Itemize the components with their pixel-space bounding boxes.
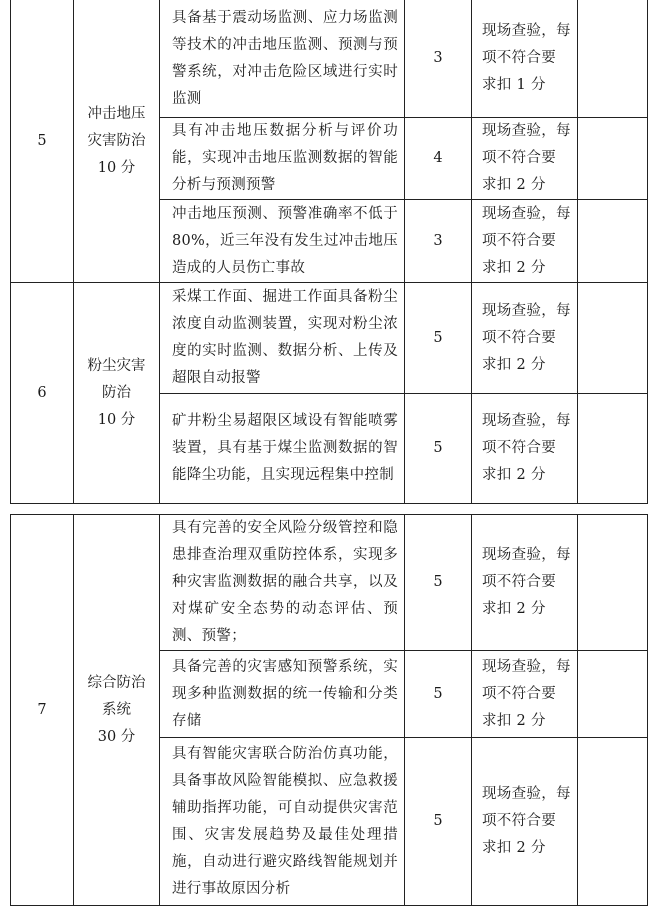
- assessment-method: [472, 515, 578, 651]
- method-line: 求扣 2 分: [482, 601, 546, 617]
- table-row: [11, 283, 648, 394]
- blank-cell: [578, 200, 648, 283]
- method-line: 项不符合要: [482, 150, 556, 166]
- item-number: 5: [11, 0, 74, 283]
- requirement-text: 具有完善的安全风险分级管控和隐患排查治理双重防控体系，实现多种灾害监测数据的融合共享，以及对煤矿安全态势的动态评估、预测、预警；: [160, 515, 405, 651]
- assessment-method: [472, 738, 578, 906]
- item-name-cell: [74, 515, 160, 906]
- assessment-method: [472, 200, 578, 283]
- item-number: 7: [11, 515, 74, 906]
- scoring-table-part-2: [10, 514, 648, 906]
- item-points: 30 分: [97, 728, 136, 745]
- blank-cell: [578, 738, 648, 906]
- requirement-text: 具有智能灾害联合防治仿真功能，具备事故风险智能模拟、应急救援辅助指挥功能，可自动提供灾害范围、灾害发展趋势及最佳处理措施，自动进行避灾路线智能规划并进行事故原因分析: [160, 738, 405, 906]
- method-line: 求扣 2 分: [482, 712, 546, 729]
- blank-cell: [578, 394, 648, 504]
- item-name-line: 冲击地压: [87, 105, 146, 122]
- method-line: 项不符合要: [482, 329, 556, 346]
- requirement-text: 具备完善的灾害感知预警系统，实现多种监测数据的统一传输和分类存储: [160, 651, 405, 738]
- method-line: 项不符合要: [482, 440, 556, 456]
- score-value: 5: [405, 283, 472, 394]
- blank-cell: [578, 651, 648, 738]
- method-line: 项不符合要: [482, 232, 556, 249]
- method-line: 求扣 2 分: [482, 177, 546, 193]
- method-line: 现场查验，每: [482, 658, 571, 675]
- method-line: 项不符合要: [482, 574, 556, 590]
- score-value: 5: [405, 515, 472, 651]
- assessment-method: [472, 651, 578, 738]
- item-name-line: 粉尘灾害: [87, 357, 146, 374]
- method-line: 项不符合要: [482, 50, 556, 66]
- score-value: 4: [405, 118, 472, 200]
- assessment-method: [472, 0, 578, 118]
- method-line: 求扣 2 分: [482, 467, 546, 483]
- blank-cell: [578, 0, 648, 118]
- blank-cell: [578, 515, 648, 651]
- method-line: 项不符合要: [482, 685, 556, 702]
- method-line: 求扣 2 分: [482, 356, 546, 373]
- requirement-text: 冲击地压预测、预警准确率不低于 80%，近三年没有发生过冲击地压造成的人员伤亡事故: [160, 200, 405, 283]
- requirement-text: 矿井粉尘易超限区域设有智能喷雾装置，具有基于煤尘监测数据的智能降尘功能，且实现远程集中控制: [160, 394, 405, 504]
- method-line: 求扣 2 分: [482, 840, 546, 856]
- item-points: 10 分: [97, 159, 136, 176]
- item-number: 6: [11, 283, 74, 504]
- score-value: 5: [405, 651, 472, 738]
- assessment-method: [472, 283, 578, 394]
- assessment-method: [472, 118, 578, 200]
- method-line: 现场查验，每: [482, 23, 571, 39]
- requirement-text: 具有冲击地压数据分析与评价功能，实现冲击地压监测数据的智能分析与预测预警: [160, 118, 405, 200]
- method-line: 现场查验，每: [482, 205, 571, 222]
- score-value: 5: [405, 394, 472, 504]
- score-value: 3: [405, 0, 472, 118]
- method-line: 现场查验，每: [482, 413, 571, 429]
- table-row: [11, 0, 648, 118]
- requirement-text: 采煤工作面、掘进工作面具备粉尘浓度自动监测装置，实现对粉尘浓度的实时监测、数据分析、上传及超限自动报警: [160, 283, 405, 394]
- blank-cell: [578, 118, 648, 200]
- item-name-cell: [74, 0, 160, 283]
- scoring-table-part-1: [10, 0, 648, 504]
- item-points: 10 分: [97, 411, 136, 428]
- method-line: 现场查验，每: [482, 123, 571, 139]
- requirement-text: 具备基于震动场监测、应力场监测等技术的冲击地压监测、预测与预警系统，对冲击危险区域进行实时监测: [160, 0, 405, 118]
- item-name-line: 综合防治: [87, 674, 146, 691]
- item-name-line: 防治: [102, 384, 131, 401]
- table-row: [11, 515, 648, 651]
- blank-cell: [578, 283, 648, 394]
- score-value: 5: [405, 738, 472, 906]
- method-line: 求扣 2 分: [482, 259, 546, 276]
- method-line: 项不符合要: [482, 813, 556, 829]
- item-name-line: 系统: [102, 701, 131, 718]
- method-line: 现场查验，每: [482, 302, 571, 319]
- method-line: 现场查验，每: [482, 786, 571, 802]
- item-name-cell: [74, 283, 160, 504]
- item-name-line: 灾害防治: [87, 132, 146, 149]
- method-line: 现场查验，每: [482, 547, 571, 563]
- score-value: 3: [405, 200, 472, 283]
- assessment-method: [472, 394, 578, 504]
- method-line: 求扣 1 分: [482, 77, 546, 93]
